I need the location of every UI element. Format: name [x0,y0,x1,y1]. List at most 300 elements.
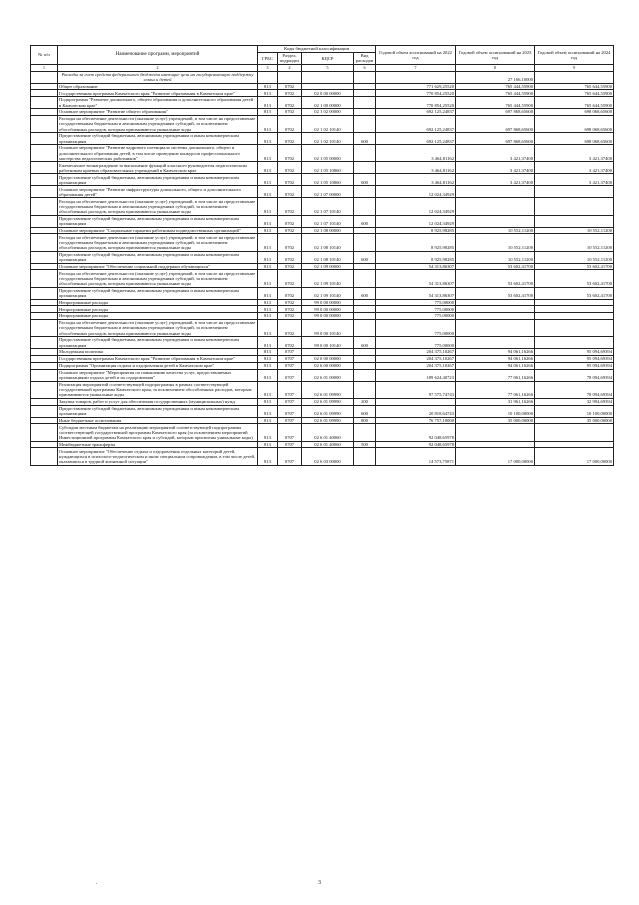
row-num [31,97,58,109]
row-section: 0702 [278,234,302,251]
row-num [31,186,58,198]
table-row [31,319,614,336]
table-row [31,174,614,186]
row-grbs: 813 [258,398,278,405]
row-value-2024: 10 552,11200 [535,251,614,263]
row-ksr: 02 1 05 10860 [302,174,354,186]
table-row [31,145,614,162]
row-num [31,83,58,90]
row-num [31,215,58,227]
row-vr [354,448,376,465]
row-value-2022: 8 925,98285 [376,251,456,263]
header-ksr: КЦСР [302,52,354,64]
row-value-2024 [535,198,614,215]
row-value-2023: 10 552,11200 [456,234,535,251]
row-value-2023: 10 100,00000 [456,405,535,417]
row-value-2022: 12 024,34929 [376,186,456,198]
row-vr [354,145,376,162]
row-value-2023: 53 602,41700 [456,270,535,287]
row-ksr: 02 6 01 09990 [302,398,354,405]
table-row [31,441,614,448]
row-value-2022: 770 854,25520 [376,97,456,109]
row-value-2022: 54 313,86307 [376,263,456,270]
row-value-2024: 698 068,65600 [535,115,614,132]
row-value-2022: 3 464,81162 [376,174,456,186]
budget-body [31,71,614,465]
table-row [31,398,614,405]
row-value-2024: 10 100,00000 [535,405,614,417]
row-num [31,109,58,116]
row-vr: 600 [354,215,376,227]
row-name: Предоставление субсидий бюджетным, автономным учреждениям и иным некоммерческим организациям [58,133,258,145]
row-grbs: 813 [258,424,278,441]
row-section: 0702 [278,263,302,270]
row-vr [354,306,376,313]
row-vr: 600 [354,174,376,186]
row-num [31,313,58,320]
row-num [31,405,58,417]
row-vr [354,115,376,132]
row-section: 0707 [278,398,302,405]
row-value-2024: 765 644,55900 [535,97,614,109]
row-value-2022: 775,00000 [376,337,456,349]
row-num [31,234,58,251]
row-value-2022: 3 464,81162 [376,162,456,174]
row-value-2023 [456,424,535,441]
row-num [31,441,58,448]
row-section: 0702 [278,186,302,198]
row-section: 0702 [278,83,302,90]
table-row [31,198,614,215]
row-num [31,270,58,287]
row-grbs: 813 [258,97,278,109]
row-num [31,319,58,336]
header-section: Раздел, подраздел [278,52,302,64]
row-value-2022: 14 573,75871 [376,448,456,465]
row-name: Предоставление субсидий бюджетным, автономным учреждениям и иным некоммерческим организациям [58,287,258,299]
row-vr [354,270,376,287]
table-row [31,369,614,381]
note-value-2023: 27 166,10000 [456,71,535,83]
row-grbs: 813 [258,381,278,398]
table-row [31,162,614,174]
row-grbs: 813 [258,145,278,162]
row-num [31,362,58,369]
row-value-2022: 692 125,24837 [376,133,456,145]
row-name: Основное мероприятие "Обеспечение социальной поддержки обучающихся" [58,263,258,270]
row-ksr: 02 6 01 40060 [302,441,354,448]
page-number: 3 [318,880,321,886]
row-section: 0702 [278,251,302,263]
row-value-2023: 3 421,37400 [456,162,535,174]
note-text: Расходы за счет средств федерального бюджета имеющие цели на государственную поддержку семьи и детей [58,71,258,83]
row-value-2022: 8 925,98285 [376,234,456,251]
row-vr: 600 [354,133,376,145]
row-value-2023 [456,319,535,336]
row-vr [354,349,376,356]
row-section: 0707 [278,369,302,381]
table-row [31,227,614,234]
row-value-2022: 775,00000 [376,319,456,336]
row-num [31,251,58,263]
row-section: 0702 [278,319,302,336]
table-row [31,299,614,306]
row-value-2022: 775,00000 [376,299,456,306]
row-grbs: 813 [258,251,278,263]
colnum: 9 [535,64,614,71]
row-vr [354,198,376,215]
table-row [31,287,614,299]
row-value-2024: 53 602,41700 [535,270,614,287]
row-ksr: 02 6 03 00000 [302,448,354,465]
row-value-2024 [535,215,614,227]
row-name: Непрограммные расходы [58,299,258,306]
row-value-2024: 95 094,69394 [535,355,614,362]
row-vr: 800 [354,417,376,424]
row-grbs: 813 [258,349,278,356]
row-ksr: 02 6 00 00000 [302,362,354,369]
row-num [31,448,58,465]
row-value-2023: 17 000,00000 [456,448,535,465]
table-row [31,306,614,313]
row-value-2022: 692 125,24837 [376,115,456,132]
row-section: 0702 [278,337,302,349]
row-ksr: 02 6 01 09990 [302,417,354,424]
row-name: Расходы на обеспечение деятельности (оказание услуг) учреждений, в том числе на предоставление государственным бюджетным и автономным учреждениям субсидий, за исключением обособленных расходов, которым присваиваются уникальные коды [58,115,258,132]
row-name: Предоставление субсидий бюджетным, автономным учреждениям и иным некоммерческим организациям [58,251,258,263]
row-name: Закупка товаров, работ и услуг для обеспечения государственных (муниципальных) нужд [58,398,258,405]
table-row [31,337,614,349]
row-ksr: 02 1 05 10860 [302,162,354,174]
row-value-2022: 54 313,86307 [376,287,456,299]
row-section: 0707 [278,448,302,465]
row-ksr: 99 0 00 10140 [302,319,354,336]
row-section: 0707 [278,362,302,369]
row-grbs: 813 [258,417,278,424]
table-row [31,234,614,251]
row-vr [354,263,376,270]
row-value-2023 [456,313,535,320]
row-num [31,174,58,186]
row-vr [354,313,376,320]
row-name: Иные бюджетные ассигнования [58,417,258,424]
row-vr: 500 [354,441,376,448]
row-vr [354,362,376,369]
row-value-2023: 77 061,16266 [456,381,535,398]
row-value-2023 [456,441,535,448]
row-section: 0702 [278,115,302,132]
row-value-2024: 53 602,41700 [535,263,614,270]
header-num: № п/п [31,46,58,65]
row-value-2022: 92 048,65978 [376,441,456,448]
row-vr: 600 [354,251,376,263]
colnum: 6 [354,64,376,71]
row-name: Государственная программа Камчатского края "Развитие образования в Камчатском крае" [58,355,258,362]
footer-dot: . [96,880,98,886]
row-ksr: 02 1 07 10140 [302,198,354,215]
header-vr: Вид расходов [354,52,376,64]
row-section: 0702 [278,174,302,186]
row-num [31,337,58,349]
row-num [31,287,58,299]
row-num [31,90,58,97]
row-section: 0702 [278,133,302,145]
table-row [31,186,614,198]
row-grbs: 813 [258,448,278,465]
table-row [31,355,614,362]
row-vr: 600 [354,405,376,417]
row-num [31,198,58,215]
row-ksr [302,349,354,356]
row-grbs: 813 [258,115,278,132]
colnum: 5 [302,64,354,71]
row-value-2023: 94 061,16266 [456,362,535,369]
table-row [31,215,614,227]
row-value-2023: 53 602,41700 [456,287,535,299]
row-ksr: 02 1 09 10140 [302,287,354,299]
row-ksr [302,83,354,90]
table-row [31,97,614,109]
row-ksr: 99 0 00 00000 [302,313,354,320]
table-row [31,424,614,441]
row-vr: 600 [354,287,376,299]
row-name: Основное мероприятие "Развитие общего образования" [58,109,258,116]
row-vr [354,424,376,441]
row-section: 0702 [278,162,302,174]
row-value-2023: 697 868,65600 [456,133,535,145]
row-section: 0702 [278,306,302,313]
row-value-2022: 92 048,65978 [376,424,456,441]
row-name: Расходы на обеспечение деятельности (оказание услуг) учреждений, в том числе на предоставление государственным бюджетным и автономным учреждениям субсидий, за исключением обособленных расходов, которым присваиваются уникальные коды [58,198,258,215]
row-ksr: 02 1 08 00000 [302,227,354,234]
row-grbs: 813 [258,186,278,198]
row-grbs: 813 [258,306,278,313]
row-ksr: 02 1 02 10140 [302,115,354,132]
row-name: Ежемесячное вознаграждение за выполнение функций классного руководителя педагогическим работникам краевых образовательных учреждений в Камчатском крае [58,162,258,174]
row-value-2024: 3 421,37400 [535,162,614,174]
row-value-2023: 765 444,55900 [456,97,535,109]
row-value-2024 [535,313,614,320]
row-value-2023: 765 444,55900 [456,83,535,90]
row-name: Субсидии местным бюджетам на реализацию мероприятий соответствующей подпрограммы соответствующей государственной программы Камчатского края (за исключением мероприятий Инвестиционной программы Камчатского края и субсидий, которым присвоены уникальные коды) [58,424,258,441]
row-section: 0707 [278,441,302,448]
row-value-2022: 771 629,25520 [376,83,456,90]
table-row [31,83,614,90]
row-name: Расходы на обеспечение деятельности (оказание услуг) учреждений, в том числе на предоставление государственным бюджетным и автономным учреждениям субсидий, за исключением обособленных расходов, которым присваиваются уникальные коды [58,270,258,287]
row-num [31,227,58,234]
row-grbs: 813 [258,270,278,287]
row-name: Подпрограмма "Развитие дошкольного, общего образования и дополнительного образования детей в Камчатском крае" [58,97,258,109]
row-value-2023: 3 421,37400 [456,174,535,186]
row-num [31,398,58,405]
row-value-2022: 54 313,86307 [376,270,456,287]
row-value-2023 [456,299,535,306]
row-num [31,349,58,356]
row-ksr: 02 1 00 00000 [302,97,354,109]
table-row [31,313,614,320]
row-ksr: 99 0 00 00000 [302,299,354,306]
row-value-2024: 32 994,69394 [535,398,614,405]
row-value-2022: 97 575,74743 [376,381,456,398]
row-value-2024: 3 421,37400 [535,145,614,162]
row-vr [354,97,376,109]
row-name: Государственная программа Камчатского края "Развитие образования в Камчатском крае" [58,90,258,97]
row-ksr: 02 0 00 00000 [302,355,354,362]
colnum: 2 [58,64,258,71]
row-name: Основное мероприятие "Развитие инфраструктуры дошкольного, общего и дополнительного образования детей" [58,186,258,198]
row-name: Предоставление субсидий бюджетным, автономным учреждениям и иным некоммерческим организациям [58,337,258,349]
row-num [31,299,58,306]
row-value-2023 [456,306,535,313]
row-num [31,369,58,381]
row-ksr: 02 1 02 00000 [302,109,354,116]
row-section: 0707 [278,405,302,417]
row-value-2022 [376,398,456,405]
row-value-2023: 94 061,16266 [456,349,535,356]
row-section: 0707 [278,355,302,362]
row-num [31,133,58,145]
row-ksr: 02 1 02 10140 [302,133,354,145]
row-num [31,115,58,132]
table-row [31,448,614,465]
row-vr [354,299,376,306]
header-codes-group: Коды бюджетной классификации [258,46,376,53]
row-name: Расходы на обеспечение деятельности (оказание услуг) учреждений, в том числе на предоставление государственным бюджетным и автономным учреждениям субсидий, за исключением обособленных расходов, которым присваиваются уникальные коды [58,234,258,251]
row-value-2024: 765 644,55900 [535,90,614,97]
row-num [31,145,58,162]
row-section: 0702 [278,287,302,299]
row-value-2022: 12 024,34929 [376,215,456,227]
row-grbs: 813 [258,227,278,234]
row-grbs: 813 [258,362,278,369]
row-section: 0702 [278,97,302,109]
row-value-2023: 31 961,16266 [456,398,535,405]
row-value-2022: 3 464,81162 [376,145,456,162]
row-num [31,355,58,362]
header-grbs: ГРБС [258,52,278,64]
row-section: 0702 [278,215,302,227]
row-name: Основное мероприятие "Социальные гарантии работникам подведомственных организаций" [58,227,258,234]
row-name: Молодежная политика [58,349,258,356]
row-section: 0707 [278,424,302,441]
row-grbs: 813 [258,441,278,448]
row-num [31,162,58,174]
row-grbs: 813 [258,299,278,306]
row-value-2022: 204 375,10267 [376,349,456,356]
row-grbs: 813 [258,319,278,336]
colnum: 1 [31,64,58,71]
row-section: 0702 [278,90,302,97]
row-ksr: 99 0 00 10140 [302,337,354,349]
row-name: Основное мероприятие "Развитие кадрового потенциала системы дошкольного, общего и дополнительного образования детей, в том числе проведение конкурсов профессионального мастерства педагогических работников" [58,145,258,162]
row-section: 0702 [278,227,302,234]
row-vr [354,83,376,90]
row-grbs: 813 [258,263,278,270]
header-name: Наименование программ, мероприятий [58,46,258,65]
row-value-2024 [535,299,614,306]
row-vr [354,381,376,398]
row-ksr: 02 6 01 40060 [302,424,354,441]
row-value-2024 [535,306,614,313]
row-section: 0707 [278,417,302,424]
row-value-2023 [456,215,535,227]
row-value-2024 [535,186,614,198]
row-vr [354,162,376,174]
row-value-2023: 697 868,65600 [456,115,535,132]
row-value-2023 [456,337,535,349]
row-grbs: 813 [258,355,278,362]
row-section: 0702 [278,198,302,215]
row-ksr: 02 6 01 09990 [302,381,354,398]
row-name: Реализация мероприятий соответствующей подпрограммы в рамках соответствующей государственной программы Камчатского края, за исключением обособленных расходов, которым присваиваются уникальные коды [58,381,258,398]
row-grbs: 813 [258,198,278,215]
row-name: Основное мероприятие "Мероприятия по повышению качества услуг, предоставляемых организациями отдыха детей и их оздоровления" [58,369,258,381]
row-name: Предоставление субсидий бюджетным, автономным учреждениям и иным некоммерческим организациям [58,215,258,227]
row-ksr: 02 1 07 00000 [302,186,354,198]
row-name: Подпрограмма "Организация отдыха и оздоровления детей в Камчатском крае" [58,362,258,369]
table-row [31,109,614,116]
row-ksr: 99 0 00 00000 [302,306,354,313]
row-vr [354,90,376,97]
row-value-2022: 692 125,24837 [376,109,456,116]
row-value-2022: 76 757,10000 [376,417,456,424]
row-value-2022: 12 024,34929 [376,198,456,215]
row-value-2023: 10 552,11200 [456,227,535,234]
table-row [31,115,614,132]
row-name: Непрограммные расходы [58,306,258,313]
row-value-2023: 765 444,55900 [456,90,535,97]
row-vr [354,319,376,336]
note-row [31,71,614,83]
row-grbs: 813 [258,405,278,417]
row-value-2022: 204 375,10267 [376,355,456,362]
row-grbs: 813 [258,109,278,116]
table-row [31,251,614,263]
row-vr [354,186,376,198]
table-row [31,381,614,398]
table-row [31,133,614,145]
row-value-2024: 17 000,00000 [535,448,614,465]
row-section: 0702 [278,109,302,116]
row-grbs: 813 [258,90,278,97]
header-2022: Годовой объем ассигнований на 2022 год [376,46,456,65]
row-vr: 200 [354,398,376,405]
row-grbs: 813 [258,369,278,381]
table-row [31,405,614,417]
row-value-2023: 94 061,16266 [456,355,535,362]
row-grbs: 813 [258,337,278,349]
row-value-2023: 35 000,00000 [456,417,535,424]
row-value-2024: 95 094,69394 [535,349,614,356]
row-name: Общее образование [58,83,258,90]
row-section: 0702 [278,145,302,162]
colnum: 8 [456,64,535,71]
table-row [31,349,614,356]
table-row [31,270,614,287]
row-grbs: 813 [258,287,278,299]
row-section: 0702 [278,313,302,320]
row-name: Предоставление субсидий бюджетным, автономным учреждениям и иным некоммерческим организациям [58,174,258,186]
row-section: 0707 [278,349,302,356]
row-value-2024: 95 094,69394 [535,362,614,369]
row-value-2024: 35 000,00000 [535,417,614,424]
row-value-2024: 53 602,41700 [535,287,614,299]
row-grbs: 813 [258,174,278,186]
row-value-2024 [535,424,614,441]
row-ksr: 02 1 08 10140 [302,251,354,263]
row-ksr: 02 0 00 00000 [302,90,354,97]
row-value-2022: 770 854,25520 [376,90,456,97]
